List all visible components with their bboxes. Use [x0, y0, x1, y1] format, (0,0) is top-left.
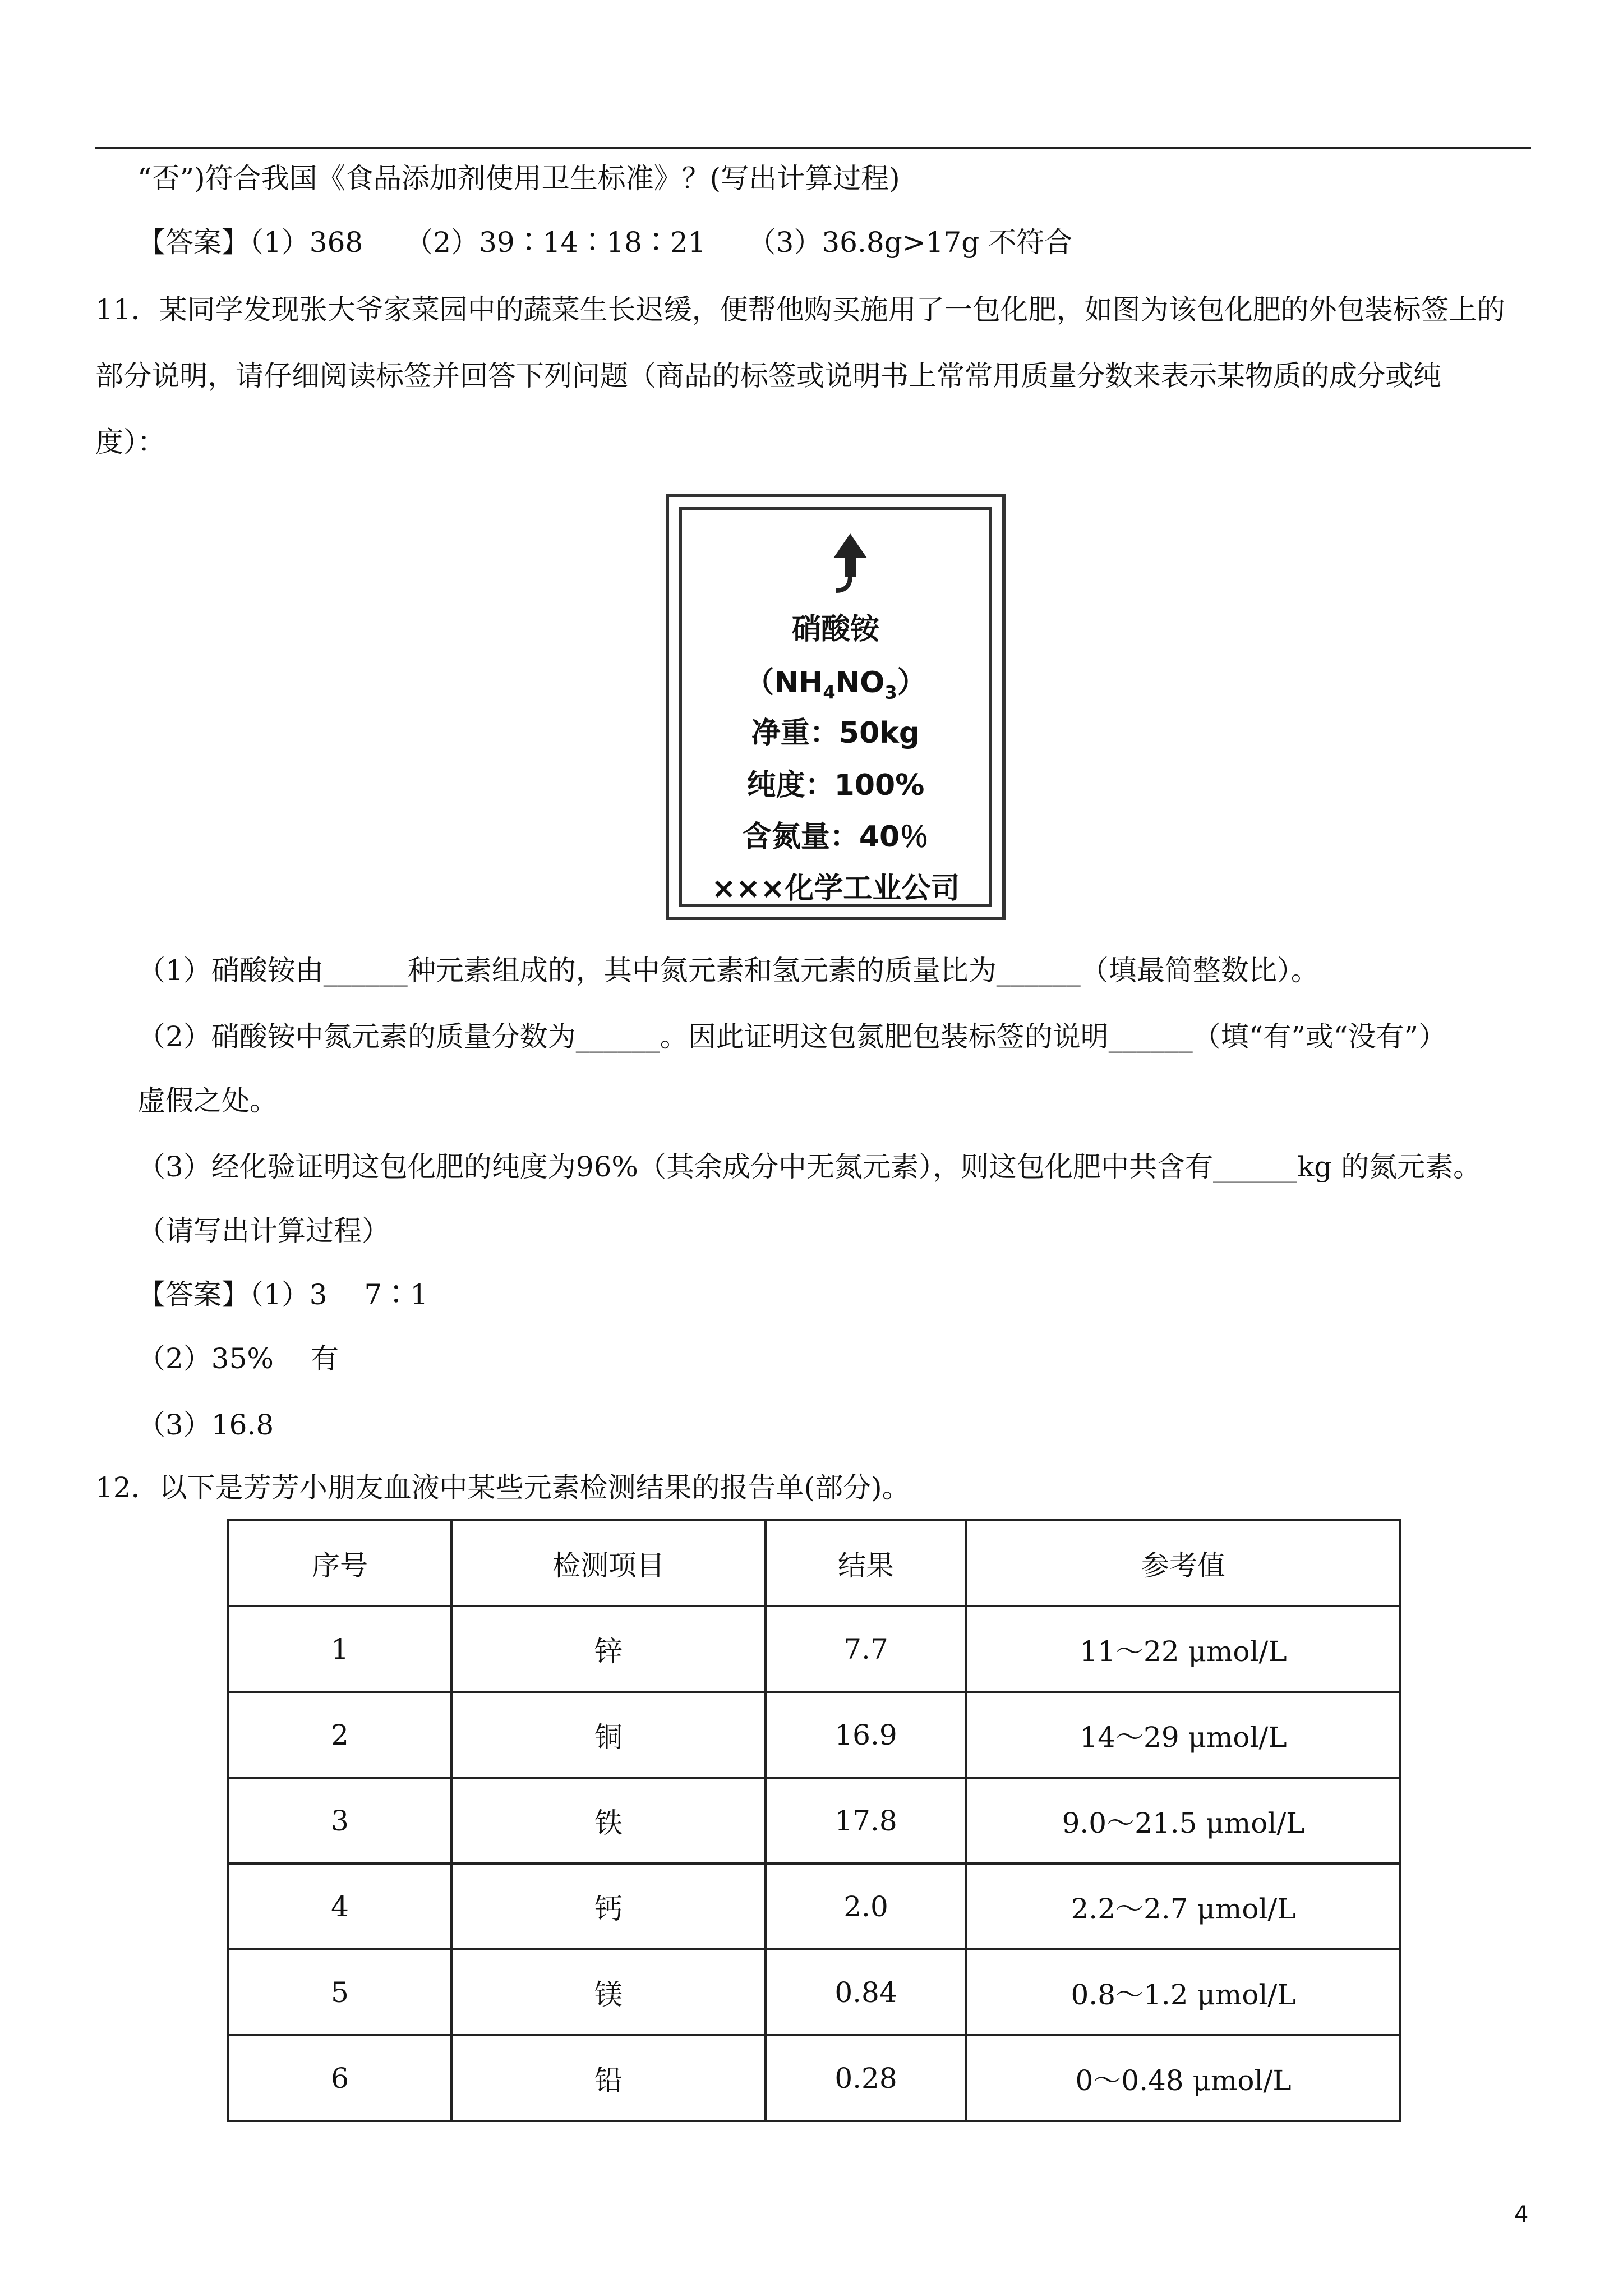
cell-item: 镁 — [451, 1949, 766, 2035]
label-formula: $(NH_4NO_3)$ — [745, 666, 926, 703]
sub-question-1: （1）硝酸铵由______种元素组成的，其中氮元素和氢元素的质量比为______（填最简整数比）。 — [137, 954, 1319, 987]
cell-result: 2.0 — [766, 1864, 966, 1949]
sub-question-2-line-1: （2）硝酸铵中氮元素的质量分数为______。因此证明这包氮肥包装标签的说明______（填“有”或“没有”） — [137, 1020, 1447, 1053]
cell-item: 铜 — [451, 1692, 766, 1778]
cell-result: 7.7 — [766, 1606, 966, 1692]
cell-index: 4 — [228, 1864, 451, 1949]
page-number: 4 — [1514, 2202, 1529, 2228]
question-11-line-3: 度）： — [95, 426, 165, 458]
cell-item: 锌 — [451, 1606, 766, 1692]
sub-question-3-line-1: （3）经化验证明这包化肥的纯度为96%（其余成分中无氮元素），则这包化肥中共含有______kg 的氮元素。 — [137, 1151, 1482, 1183]
cell-reference: 2.2～2.7 μmol/L — [966, 1864, 1400, 1949]
cell-reference: 9.0～21.5 μmol/L — [966, 1778, 1400, 1864]
answer-q11-part-2: （2）35% 有 — [137, 1342, 339, 1375]
label-product-name: 硝酸铵 — [791, 613, 879, 646]
table-row — [228, 1864, 1400, 1949]
question-11-line-1: 11．某同学发现张大爷家菜园中的蔬菜生长迟缓，便帮他购买施用了一包化肥，如图为该包化肥的外包装标签上的 — [95, 293, 1505, 326]
header-item: 检测项目 — [451, 1520, 766, 1606]
cell-index: 3 — [228, 1778, 451, 1864]
cell-result: 0.84 — [766, 1949, 966, 2035]
fertilizer-label-inner-frame — [679, 507, 992, 907]
label-net-weight: 净重：50kg — [751, 716, 920, 750]
label-purity: 纯度：100% — [746, 769, 925, 802]
header-index: 序号 — [228, 1520, 451, 1606]
cell-item: 铅 — [451, 2035, 766, 2121]
sub-question-2-line-2: 虚假之处。 — [137, 1084, 278, 1117]
cell-result: 16.9 — [766, 1692, 966, 1778]
cell-reference: 11～22 μmol/L — [966, 1606, 1400, 1692]
label-nitrogen-content: 含氮量：40％ — [742, 820, 929, 854]
cell-index: 5 — [228, 1949, 451, 2035]
question-12: 12．以下是芳芳小朋友血液中某些元素检测结果的报告单(部分)。 — [95, 1471, 910, 1504]
cell-index: 1 — [228, 1606, 451, 1692]
answer-q11-part-1: 【答案】（1）3 7∶1 — [137, 1278, 428, 1311]
header-rule — [95, 147, 1531, 149]
cell-item: 铁 — [451, 1778, 766, 1864]
table-row — [228, 1778, 1400, 1864]
blood-test-report-table — [227, 1519, 1401, 2122]
table-row — [228, 1949, 1400, 2035]
table-row — [228, 1692, 1400, 1778]
fertilizer-label — [666, 494, 1006, 920]
answer-q10: 【答案】（1）368 （2）39∶14∶18∶21 （3）36.8g>17g 不符合 — [137, 226, 1073, 259]
cell-result: 0.28 — [766, 2035, 966, 2121]
text-line-intro: “否”)符合我国《食品添加剂使用卫生标准》？(写出计算过程) — [137, 162, 900, 195]
cell-item: 钙 — [451, 1864, 766, 1949]
upward-arrow-icon — [828, 532, 873, 600]
sub-question-3-line-2: （请写出计算过程） — [137, 1214, 390, 1247]
cell-result: 17.8 — [766, 1778, 966, 1864]
label-company: ×××化学工业公司 — [711, 872, 960, 905]
cell-reference: 0.8～1.2 μmol/L — [966, 1949, 1400, 2035]
question-11-line-2: 部分说明，请仔细阅读标签并回答下列问题（商品的标签或说明书上常常用质量分数来表示某物质的成分或纯 — [95, 360, 1441, 392]
table-row — [228, 2035, 1400, 2121]
answer-q11-part-3: （3）16.8 — [137, 1409, 274, 1441]
cell-index: 2 — [228, 1692, 451, 1778]
header-result: 结果 — [766, 1520, 966, 1606]
cell-reference: 0～0.48 μmol/L — [966, 2035, 1400, 2121]
header-reference: 参考值 — [966, 1520, 1400, 1606]
cell-reference: 14～29 μmol/L — [966, 1692, 1400, 1778]
cell-index: 6 — [228, 2035, 451, 2121]
table-row — [228, 1606, 1400, 1692]
table-header-row — [228, 1520, 1400, 1606]
